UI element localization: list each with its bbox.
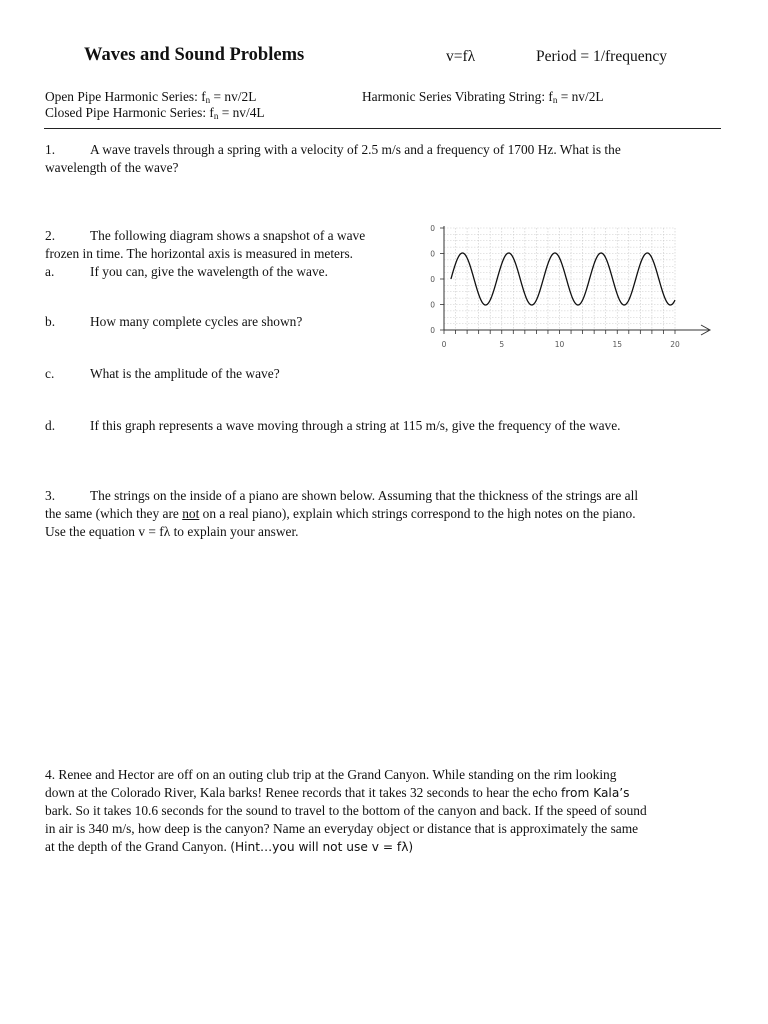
y-tick-label: 0 xyxy=(430,275,435,284)
not-emphasis: not xyxy=(182,506,200,521)
header-divider xyxy=(44,128,721,129)
chart-grid xyxy=(444,228,675,330)
y-tick-label: 0 xyxy=(430,249,435,259)
question-2c: c. What is the amplitude of the wave? xyxy=(45,366,280,381)
string-formula: Harmonic Series Vibrating String: $f_n = nv/2L$ xyxy=(362,89,604,105)
wave-chart xyxy=(424,220,720,354)
speed-formula: v=fλ xyxy=(446,48,476,65)
question-2b: b. How many complete cycles are shown? xyxy=(45,314,303,329)
x-tick-label: 20 xyxy=(670,340,680,349)
y-tick-labels xyxy=(430,224,444,335)
question-2: 2. The following diagram shows a snapshot of a wave frozen in time. The horizontal axis is measured in meters. a. If you can, give the wavelength of the wave. xyxy=(45,228,366,279)
y-tick-label: 0 xyxy=(430,326,435,335)
x-tick-label: 15 xyxy=(612,340,623,349)
period-formula: Period = 1/frequency xyxy=(536,48,667,65)
closed-pipe-formula: Closed Pipe Harmonic Series: $f_n = nv/4L$ xyxy=(45,105,265,121)
y-tick-label: 0 xyxy=(430,300,435,310)
page-title: Waves and Sound Problems xyxy=(84,45,305,65)
open-pipe-formula: Open Pipe Harmonic Series: $f_n = nv/2L$ xyxy=(45,89,257,105)
wave-line xyxy=(451,253,675,305)
question-1: 1. A wave travels through a spring with a velocity of 2.5 m/s and a frequency of 1700 Hz. What is the wavelength of the wave? xyxy=(45,142,621,175)
question-2d: d. If this graph represents a wave moving through a string at 115 m/s, give the frequency of the wave. xyxy=(45,418,621,433)
question-3: 3. The strings on the inside of a piano are shown below. Assuming that the thickness of the strings are all the same (which they are not on a real piano), explain which strings correspond to the high notes on the piano. Use the equation v = fλ to explain your answer. xyxy=(45,488,639,539)
hint-text: (Hint…you will not use v = fλ) xyxy=(230,840,414,854)
x-tick-label: 5 xyxy=(499,340,505,349)
x-tick-labels xyxy=(442,340,680,349)
chart-axes xyxy=(444,226,710,335)
y-tick-label: 0 xyxy=(430,224,435,233)
question-4: 4. Renee and Hector are off on an outing club trip at the Grand Canyon. While standing on the rim looking down at the Colorado River, Kala barks! Renee records that it takes 32 seconds to hear the echo from Kala’s bark. So it takes 10.6 seconds for the sound to travel to the bottom of the canyon and back. If the speed of sound in air is 340 m/s, how deep is the canyon? Name an everyday object or distance that is approximately the same at the depth of the Grand Canyon. (Hint…you will not use v = fλ) xyxy=(45,767,647,854)
x-tick-label: 10 xyxy=(554,340,565,349)
x-tick-label: 0 xyxy=(441,340,447,349)
